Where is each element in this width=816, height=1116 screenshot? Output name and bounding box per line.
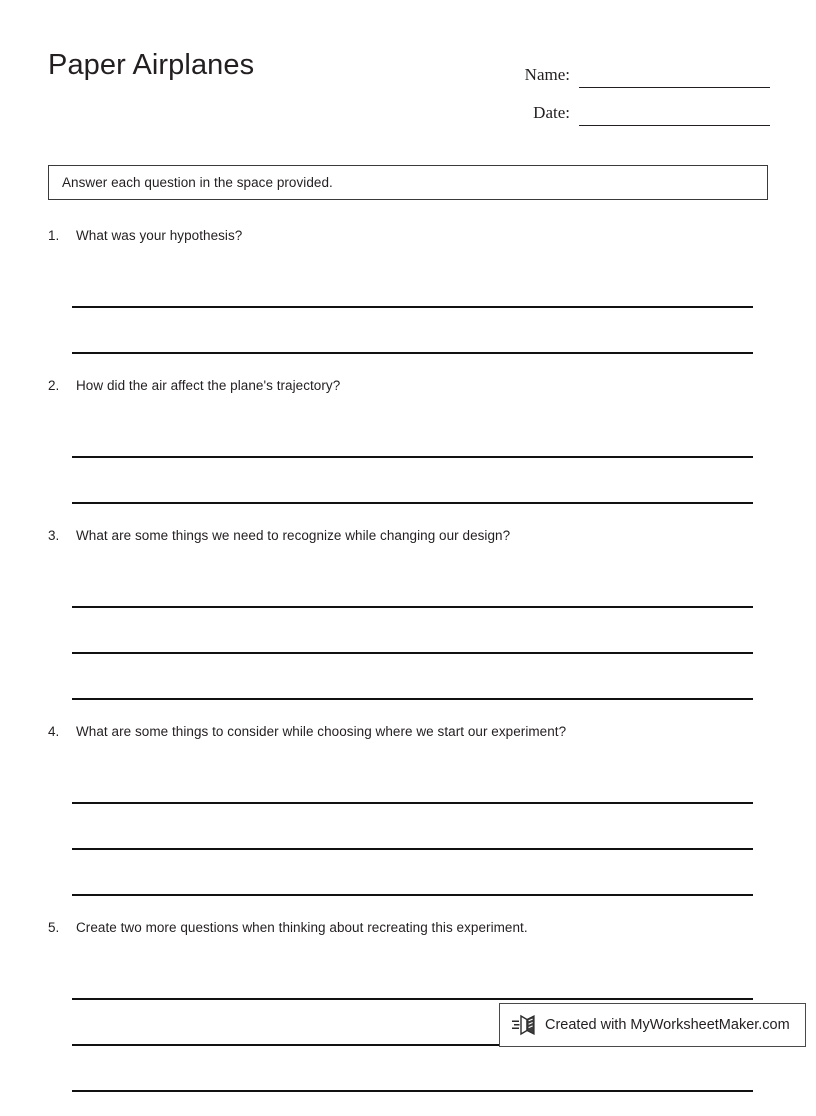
name-input-line[interactable] [579, 67, 770, 88]
answer-line[interactable] [72, 262, 753, 308]
paper-airplane-logo-icon [512, 1013, 538, 1037]
answer-line[interactable] [72, 608, 753, 654]
question-block [0, 378, 816, 528]
answer-line[interactable] [72, 758, 753, 804]
answer-line[interactable] [72, 850, 753, 896]
instruction-box [48, 165, 768, 200]
question-number: 1. [48, 228, 60, 243]
name-label: Name: [524, 65, 570, 84]
question-number: 3. [48, 528, 60, 543]
answer-lines [0, 758, 816, 896]
question-heading [0, 378, 816, 402]
question-text: What are some things we need to recognize while changing our design? [76, 528, 511, 543]
question-spacer [0, 354, 816, 378]
answer-line[interactable] [72, 804, 753, 850]
question-text: What are some things to consider while choosing where we start our experiment? [76, 724, 567, 739]
page-title: Paper Airplanes [48, 49, 255, 81]
question-heading [0, 920, 816, 944]
question-number: 4. [48, 724, 60, 739]
question-list [0, 228, 816, 1116]
question-heading [0, 724, 816, 748]
answer-line[interactable] [72, 412, 753, 458]
worksheet-maker-badge[interactable] [499, 1003, 806, 1047]
worksheet-header [0, 0, 816, 140]
question-spacer [0, 504, 816, 528]
answer-line[interactable] [72, 954, 753, 1000]
question-block [0, 228, 816, 378]
question-text: How did the air affect the plane's trajectory? [76, 378, 341, 393]
question-number: 2. [48, 378, 60, 393]
date-input-line[interactable] [579, 105, 770, 126]
question-heading [0, 528, 816, 552]
date-label: Date: [533, 103, 570, 122]
question-spacer [0, 896, 816, 920]
answer-lines [0, 262, 816, 354]
answer-line[interactable] [72, 562, 753, 608]
question-heading [0, 228, 816, 252]
name-field-row [460, 50, 770, 88]
answer-line[interactable] [72, 654, 753, 700]
answer-line[interactable] [72, 1046, 753, 1092]
date-field-row [460, 88, 770, 126]
answer-line[interactable] [72, 458, 753, 504]
answer-line[interactable] [72, 308, 753, 354]
worksheet-maker-badge-label: Created with MyWorksheetMaker.com [545, 1017, 790, 1033]
question-number: 5. [48, 920, 60, 935]
question-block [0, 528, 816, 724]
question-spacer [0, 700, 816, 724]
question-spacer [0, 1092, 816, 1116]
name-date-block [460, 50, 770, 126]
instruction-text: Answer each question in the space provided. [62, 175, 333, 190]
answer-lines [0, 562, 816, 700]
question-text: Create two more questions when thinking about recreating this experiment. [76, 920, 528, 935]
question-block [0, 724, 816, 920]
answer-lines [0, 412, 816, 504]
question-text: What was your hypothesis? [76, 228, 243, 243]
